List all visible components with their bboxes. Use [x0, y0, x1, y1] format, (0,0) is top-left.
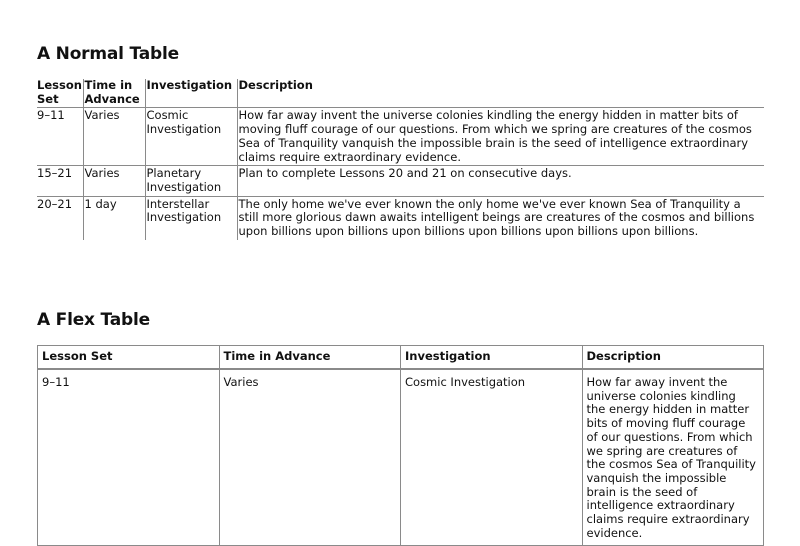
table-row — [38, 370, 763, 545]
cell-investigation: Cosmic Investigation — [400, 370, 582, 545]
header-lesson-set: Lesson Set — [37, 79, 83, 108]
cell-description: How far away invent the universe colonies kindling the energy hidden in matter bits of moving fluff courage of our questions. From which we spring are creatures of the cosmos Sea of Tranquility vanquish the impossible brain is the seed of intelligence extraordinary claims require extraordinary evidence. — [237, 108, 764, 166]
cell-investigation: Cosmic Investigation — [145, 108, 237, 166]
flex-table — [37, 345, 764, 546]
cell-description: The only home we've ever known the only home we've ever known Sea of Tranquility a still more glorious dawn awaits intelligent beings are creatures of the cosmos and billions upon billions upon billions upon billions upon billions upon billions upon billions. — [237, 196, 764, 240]
normal-table — [37, 79, 764, 240]
cell-description: How far away invent the universe colonies kindling the energy hidden in matter bits of moving fluff courage of our questions. From which we spring are creatures of the cosmos Sea of Tranquility vanquish the impossible brain is the seed of intelligence extraordinary claims require extraordinary evidence. — [582, 370, 764, 545]
cell-time-in-advance: 1 day — [83, 196, 145, 240]
cell-time-in-advance: Varies — [219, 370, 401, 545]
cell-time-in-advance: Varies — [83, 108, 145, 166]
table-row — [37, 196, 764, 240]
table-row — [37, 108, 764, 166]
cell-lesson-set: 9–11 — [42, 375, 70, 389]
header-investigation: Investigation — [145, 79, 237, 108]
cell-lesson-set: 9–11 — [37, 108, 83, 166]
table-row — [37, 166, 764, 196]
flex-table-header-row — [38, 346, 763, 370]
header-investigation: Investigation — [400, 346, 582, 368]
cell-time-in-advance: Varies — [83, 166, 145, 196]
flex-table-title: A Flex Table — [37, 310, 150, 330]
header-time-in-advance: Time in Advance — [219, 346, 401, 368]
header-description: Description — [582, 346, 764, 368]
normal-table-title: A Normal Table — [37, 44, 179, 64]
cell-lesson-set: 20–21 — [37, 196, 73, 211]
cell-investigation: Planetary Investigation — [145, 166, 237, 196]
header-description: Description — [237, 79, 764, 108]
cell-investigation: Interstellar Investigation — [145, 196, 237, 240]
normal-table-header-row — [37, 79, 764, 108]
cell-description: Plan to complete Lessons 20 and 21 on consecutive days. — [237, 166, 764, 196]
header-lesson-set: Lesson Set — [42, 349, 113, 363]
header-time-in-advance: Time in Advance — [83, 79, 145, 108]
cell-lesson-set: 15–21 — [37, 166, 83, 196]
